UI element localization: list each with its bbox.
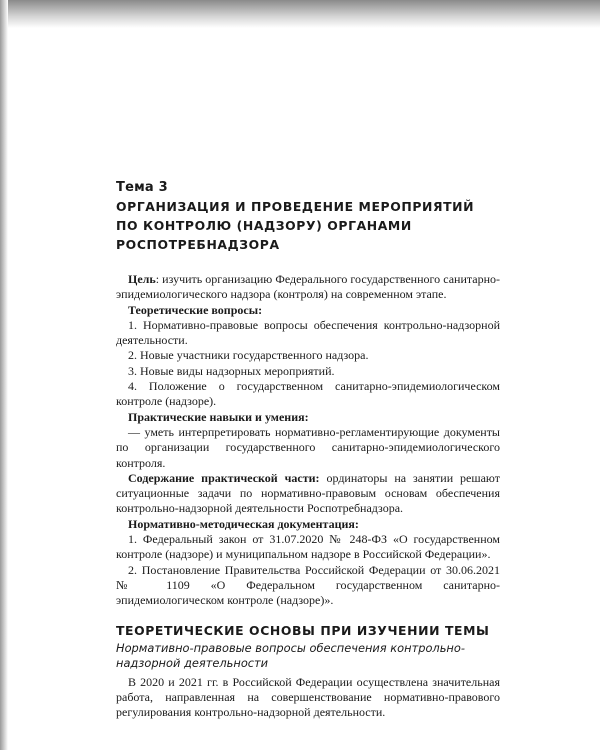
theory-item: 4. Положение о государственном санитарно-эпидемиологическом контроле (надзоре). bbox=[116, 379, 500, 409]
topic-title-line: РОСПОТРЕБНАДЗОРА bbox=[116, 237, 280, 252]
goal-label: Цель bbox=[128, 272, 156, 286]
docs-heading: Нормативно-методическая документация: bbox=[128, 516, 359, 531]
practice-paragraph bbox=[116, 471, 500, 517]
goal-paragraph bbox=[116, 272, 500, 303]
subsection-heading: Нормативно-правовые вопросы обеспечения контрольно-надзорной деятельности bbox=[116, 640, 465, 670]
lesson-plan bbox=[116, 272, 500, 609]
skills-text: — уметь интерпретировать нормативно-регламентирующие документы по организации государственного санитарно-эпидемиологического контроля. bbox=[116, 424, 500, 470]
topic-title bbox=[116, 197, 500, 254]
docs-item: 2. Постановление Правительства Российской Федерации от 30.06.2021 № 1109 «О Федеральном государственном санитарно-эпидемиологическом контроле (надзоре)». bbox=[116, 562, 500, 608]
book-page bbox=[116, 180, 500, 720]
topic-title-line: ПО КОНТРОЛЮ (НАДЗОРУ) ОРГАНАМИ bbox=[116, 218, 412, 233]
scan-shadow-left bbox=[0, 0, 8, 750]
practice-label: Содержание практической части: bbox=[128, 470, 320, 485]
theory-item: 1. Нормативно-правовые вопросы обеспечения контрольно-надзорной деятельности. bbox=[116, 317, 500, 348]
theory-item: 2. Новые участники государственного надзора. bbox=[128, 348, 369, 363]
topic-title-line: ОРГАНИЗАЦИЯ И ПРОВЕДЕНИЕ МЕРОПРИЯТИЙ bbox=[116, 199, 475, 214]
theory-item: 3. Новые виды надзорных мероприятий. bbox=[128, 363, 335, 378]
theory-heading: Теоретические вопросы: bbox=[128, 302, 263, 317]
goal-text: : изучить организацию Федерального государственного санитарно-эпидемиологического надзора (контроля) на современном этапе. bbox=[116, 272, 500, 302]
body-paragraph: В 2020 и 2021 гг. в Российской Федерации осуществлена значительная работа, направленная на совершенствование нормативно-правового регулирования контрольно-надзорной деятельности. bbox=[116, 674, 500, 720]
topic-label: Тема 3 bbox=[116, 180, 168, 195]
section-heading: ТЕОРЕТИЧЕСКИЕ ОСНОВЫ ПРИ ИЗУЧЕНИИ ТЕМЫ bbox=[116, 622, 490, 638]
scan-shadow-top bbox=[0, 0, 600, 28]
skills-heading: Практические навыки и умения: bbox=[128, 409, 309, 424]
docs-item: 1. Федеральный закон от 31.07.2020 № 248-ФЗ «О государственном контроле (надзоре) и муниципальном надзоре в Российской Федерации». bbox=[116, 532, 500, 562]
practice-text: ординаторы на занятии решают ситуационные задачи по нормативно-правовым основам обеспечения контрольно-надзорной деятельности Роспотребнадзора. bbox=[116, 470, 500, 516]
